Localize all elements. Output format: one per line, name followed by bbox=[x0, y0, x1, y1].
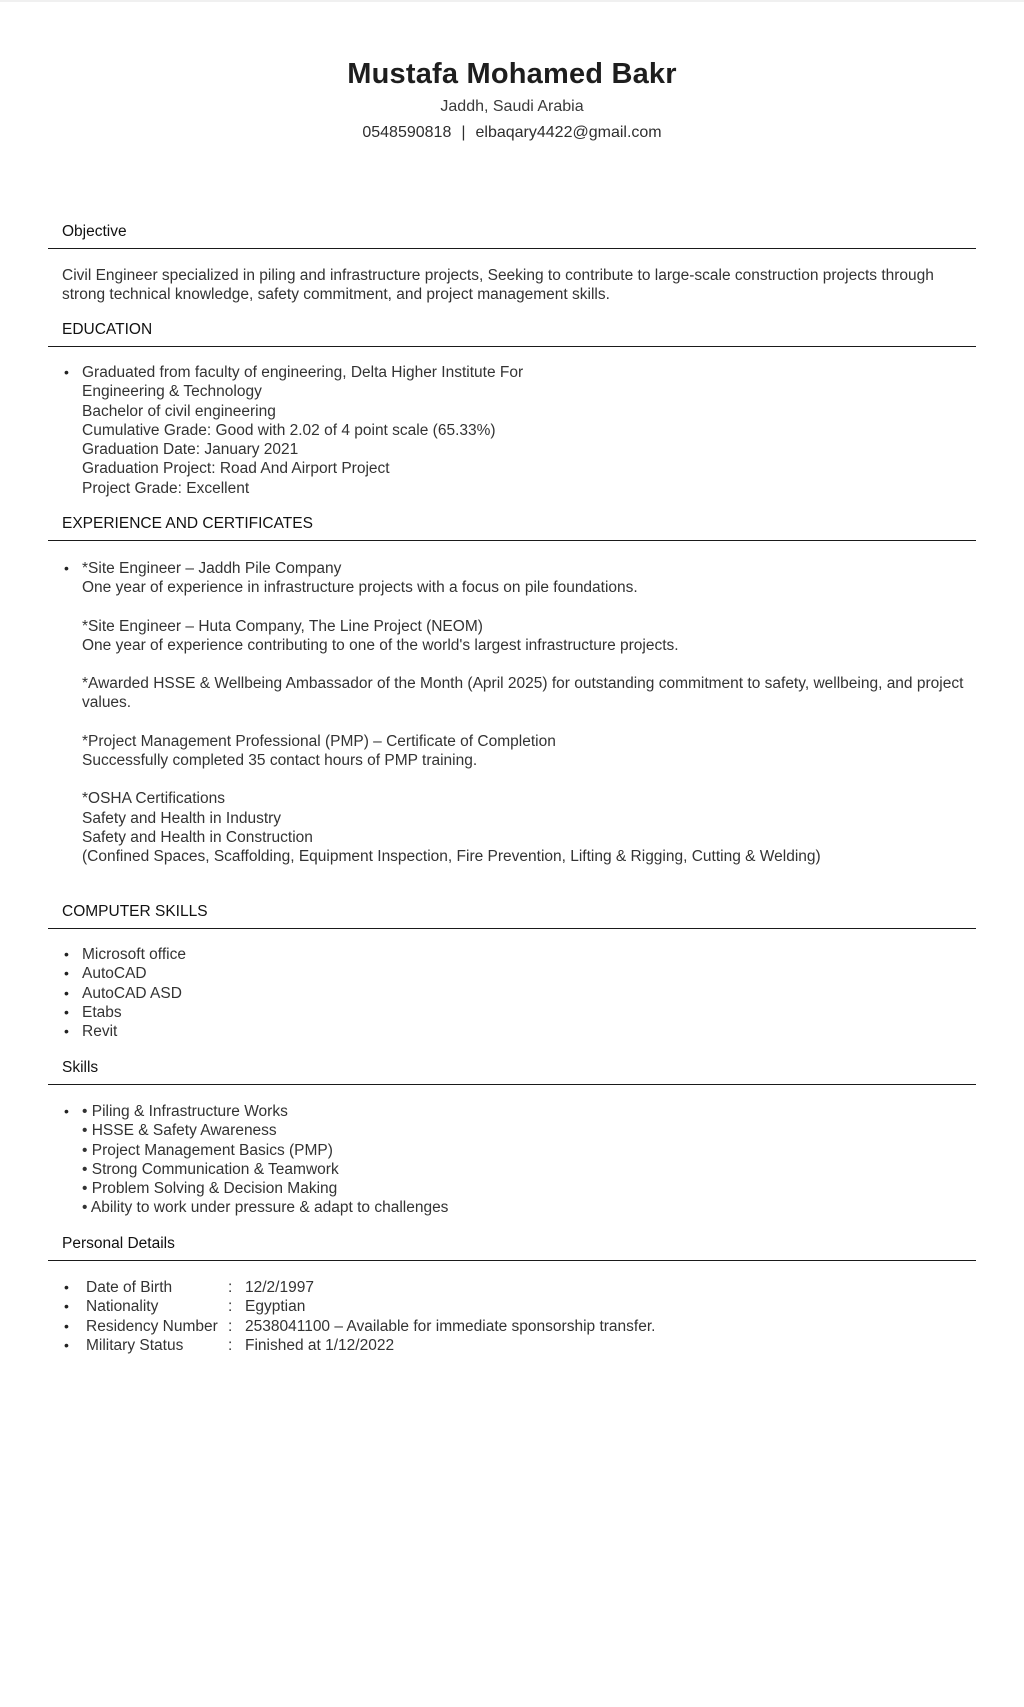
list-item bbox=[48, 1022, 976, 1041]
personal-details-list bbox=[48, 1278, 976, 1355]
personal-details-section bbox=[48, 1234, 976, 1355]
skill-line: • Problem Solving & Decision Making bbox=[82, 1180, 338, 1198]
bullet: • bbox=[64, 364, 69, 380]
list-item bbox=[48, 559, 976, 867]
experience-line: *Site Engineer – Huta Company, The Line Project (NEOM) bbox=[82, 617, 483, 635]
experience-line: One year of experience contributing to one of the world's largest infrastructure projects. bbox=[82, 636, 679, 654]
bullet: • bbox=[64, 560, 69, 576]
experience-line: *Awarded HSSE & Wellbeing Ambassador of the Month (April 2025) for outstanding commitment to safety, wellbeing, and project values. bbox=[82, 675, 964, 712]
computer-skills-list bbox=[48, 945, 976, 1041]
section-divider bbox=[48, 540, 976, 541]
education-section bbox=[48, 320, 976, 498]
objective-section bbox=[48, 222, 976, 304]
skill-line: • Project Management Basics (PMP) bbox=[82, 1141, 333, 1159]
computer-skills-section bbox=[48, 902, 976, 1041]
personal-details-title: Personal Details bbox=[62, 1235, 175, 1252]
detail-row bbox=[48, 1336, 976, 1355]
candidate-name: Mustafa Mohamed Bakr bbox=[347, 58, 677, 90]
section-divider bbox=[48, 1260, 976, 1261]
skill-line: • Ability to work under pressure & adapt to challenges bbox=[82, 1199, 449, 1217]
list-item bbox=[48, 1003, 976, 1022]
contact-separator: | bbox=[461, 124, 466, 141]
experience-line: *OSHA Certifications bbox=[82, 790, 225, 808]
computer-skill: Microsoft office bbox=[82, 946, 186, 963]
list-item bbox=[48, 964, 976, 983]
education-line: Graduation Date: January 2021 bbox=[82, 441, 299, 459]
bullet: • bbox=[64, 965, 69, 982]
bullet: • bbox=[64, 1023, 69, 1040]
section-divider bbox=[48, 346, 976, 347]
skill-line: • HSSE & Safety Awareness bbox=[82, 1122, 277, 1140]
detail-label: Residency Number bbox=[86, 1317, 218, 1335]
experience-line: Safety and Health in Construction bbox=[82, 828, 313, 846]
experience-section bbox=[48, 514, 976, 867]
skills-section bbox=[48, 1058, 976, 1218]
bullet: • bbox=[64, 1103, 69, 1119]
spacer bbox=[82, 770, 976, 789]
detail-value: Finished at 1/12/2022 bbox=[245, 1336, 395, 1354]
detail-value: 12/2/1997 bbox=[245, 1279, 314, 1296]
objective-title: Objective bbox=[62, 223, 127, 240]
email-address: elbaqary4422@gmail.com bbox=[475, 124, 662, 141]
detail-value: 2538041100 – Available for immediate sponsorship transfer. bbox=[245, 1317, 656, 1335]
skills-title: Skills bbox=[62, 1059, 99, 1076]
detail-value: Egyptian bbox=[245, 1298, 306, 1316]
bullet: • bbox=[64, 1317, 69, 1334]
bullet: • bbox=[64, 1336, 69, 1353]
top-border bbox=[0, 0, 1024, 2]
experience-line: *Site Engineer – Jaddh Pile Company bbox=[82, 560, 342, 577]
resume-header bbox=[0, 56, 1024, 144]
experience-line: One year of experience in infrastructure projects with a focus on pile foundations. bbox=[82, 579, 638, 597]
detail-colon: : bbox=[228, 1317, 233, 1335]
detail-label: Nationality bbox=[86, 1298, 159, 1316]
computer-skill: AutoCAD bbox=[82, 965, 147, 983]
candidate-location: Jaddh, Saudi Arabia bbox=[440, 98, 584, 115]
spacer bbox=[82, 713, 976, 732]
skill-line: • Piling & Infrastructure Works bbox=[82, 1103, 288, 1120]
experience-line: *Project Management Professional (PMP) – Certificate of Completion bbox=[82, 732, 556, 750]
list-item bbox=[48, 363, 976, 498]
experience-line: Safety and Health in Industry bbox=[82, 809, 282, 827]
experience-list bbox=[48, 559, 976, 867]
contact-line bbox=[0, 122, 1024, 144]
section-divider bbox=[48, 248, 976, 249]
experience-line: Successfully completed 35 contact hours of PMP training. bbox=[82, 752, 478, 770]
detail-label: Date of Birth bbox=[86, 1279, 173, 1296]
list-item bbox=[48, 984, 976, 1003]
skill-line: • Strong Communication & Teamwork bbox=[82, 1160, 339, 1178]
bullet: • bbox=[64, 946, 69, 962]
computer-skill: AutoCAD ASD bbox=[82, 984, 182, 1002]
detail-colon: : bbox=[228, 1298, 233, 1316]
education-title: EDUCATION bbox=[62, 321, 153, 338]
section-divider bbox=[48, 928, 976, 929]
bullet: • bbox=[64, 1003, 69, 1020]
bullet: • bbox=[64, 1279, 69, 1295]
detail-row bbox=[48, 1278, 976, 1297]
objective-text: Civil Engineer specialized in piling and infrastructure projects, Seeking to contribute to large-scale construction projects through strong technical knowledge, safety commitment, and project management skills. bbox=[62, 267, 934, 303]
education-list bbox=[48, 363, 976, 498]
detail-colon: : bbox=[228, 1336, 233, 1354]
skills-list bbox=[48, 1102, 976, 1218]
experience-line: (Confined Spaces, Scaffolding, Equipment Inspection, Fire Prevention, Lifting & Rigging, Cutting & Welding) bbox=[82, 848, 821, 866]
education-line: Bachelor of civil engineering bbox=[82, 402, 276, 420]
computer-skill: Etabs bbox=[82, 1003, 122, 1021]
bullet: • bbox=[64, 1298, 69, 1315]
detail-label: Military Status bbox=[86, 1336, 184, 1354]
detail-row bbox=[48, 1297, 976, 1316]
experience-title: EXPERIENCE AND CERTIFICATES bbox=[62, 515, 313, 532]
education-line: Project Grade: Excellent bbox=[82, 479, 250, 497]
education-line: Cumulative Grade: Good with 2.02 of 4 point scale (65.33%) bbox=[82, 421, 496, 439]
bullet: • bbox=[64, 984, 69, 1001]
list-item bbox=[48, 1102, 976, 1218]
education-line: Graduation Project: Road And Airport Project bbox=[82, 460, 390, 478]
spacer bbox=[82, 598, 976, 617]
section-divider bbox=[48, 1084, 976, 1085]
education-line: Engineering & Technology bbox=[82, 383, 262, 401]
computer-skill: Revit bbox=[82, 1023, 118, 1041]
education-line: Graduated from faculty of engineering, Delta Higher Institute For bbox=[82, 364, 524, 381]
list-item bbox=[48, 945, 976, 964]
spacer bbox=[82, 655, 976, 674]
computer-skills-title: COMPUTER SKILLS bbox=[62, 903, 208, 920]
phone-number: 0548590818 bbox=[362, 124, 452, 141]
detail-row bbox=[48, 1317, 976, 1336]
detail-colon: : bbox=[228, 1279, 233, 1296]
